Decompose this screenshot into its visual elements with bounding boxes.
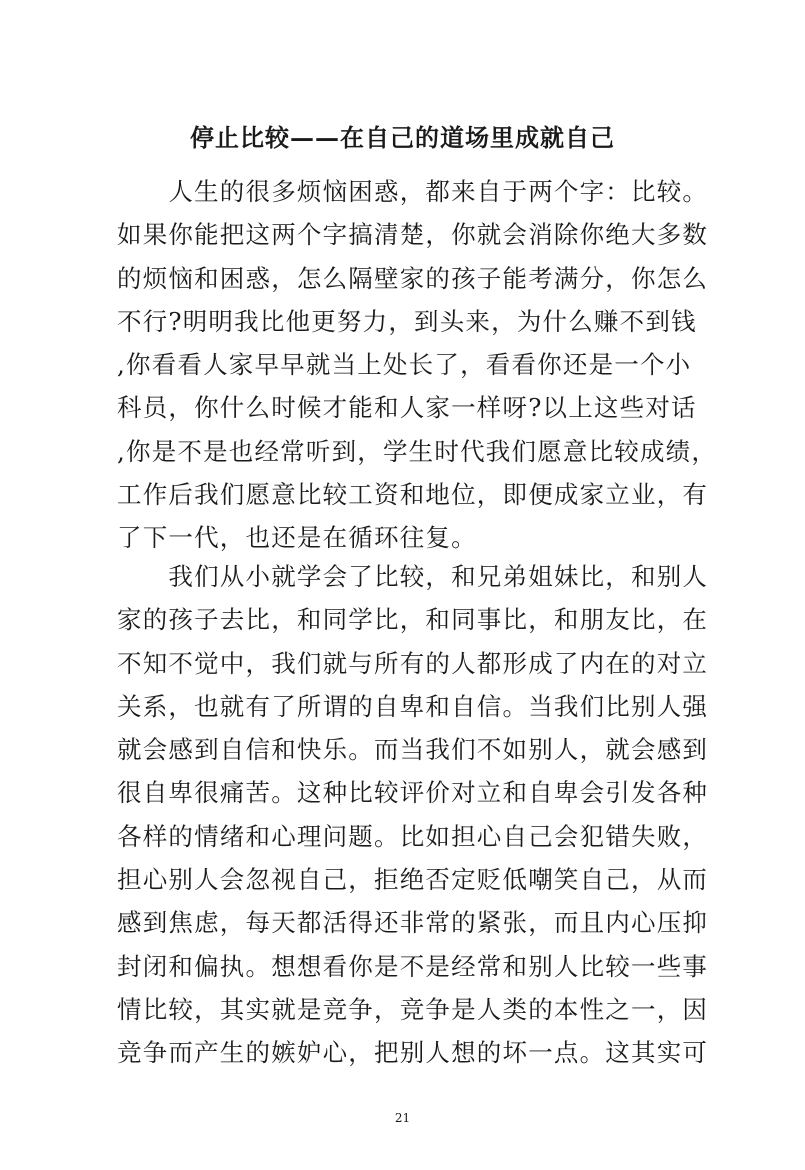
paragraph-line: 的烦恼和困惑，怎么隔壁家的孩子能考满分，你怎么 xyxy=(117,263,709,293)
paragraph-line: 就会感到自信和快乐。而当我们不如别人，就会感到 xyxy=(117,735,709,765)
paragraph-line: 工作后我们愿意比较工资和地位，即便成家立业，有 xyxy=(117,480,709,510)
paragraph-line: 我们从小就学会了比较，和兄弟姐妹比，和别人 xyxy=(117,562,709,591)
paragraph-line: 人生的很多烦恼困惑，都来自于两个字：比较。 xyxy=(117,177,709,206)
paragraph-line: 各样的情绪和心理问题。比如担心自己会犯错失败， xyxy=(117,821,709,851)
paragraph-line: 了下一代，也还是在循环往复。 xyxy=(117,523,477,553)
paragraph-line: 感到焦虑，每天都活得还非常的紧张，而且内心压抑 xyxy=(117,908,709,938)
paragraph-line: 科员，你什么时候才能和人家一样呀?以上这些对话 xyxy=(117,393,697,423)
paragraph-2 xyxy=(117,555,709,1075)
paragraph-1 xyxy=(117,170,718,560)
paragraph-line: ,你看看人家早早就当上处长了，看看你还是一个小 xyxy=(117,350,692,380)
page-number: 21 xyxy=(394,1111,411,1125)
paragraph-line: 情比较，其实就是竞争，竞争是人类的本性之一，因 xyxy=(117,994,709,1024)
paragraph-line: 关系，也就有了所谓的自卑和自信。当我们比别人强 xyxy=(117,691,709,721)
paragraph-line: 如果你能把这两个字搞清楚，你就会消除你绝大多数 xyxy=(117,220,709,250)
page-title: 停止比较——在自己的道场里成就自己 xyxy=(190,123,615,152)
paragraph-line: 竞争而产生的嫉妒心，把别人想的坏一点。这其实可 xyxy=(117,1038,709,1068)
paragraph-line: 担心别人会忽视自己，拒绝否定贬低嘲笑自己，从而 xyxy=(117,865,709,895)
paragraph-line: ,你是不是也经常听到，学生时代我们愿意比较成绩， xyxy=(117,436,718,466)
paragraph-line: 家的孩子去比，和同学比，和同事比，和朋友比，在 xyxy=(117,605,709,635)
paragraph-line: 封闭和偏执。想想看你是不是经常和别人比较一些事 xyxy=(117,951,709,981)
paragraph-line: 不知不觉中，我们就与所有的人都形成了内在的对立 xyxy=(117,648,709,678)
paragraph-line: 不行?明明我比他更努力，到头来，为什么赚不到钱 xyxy=(117,306,697,336)
paragraph-line: 很自卑很痛苦。这种比较评价对立和自卑会引发各种 xyxy=(117,778,709,808)
